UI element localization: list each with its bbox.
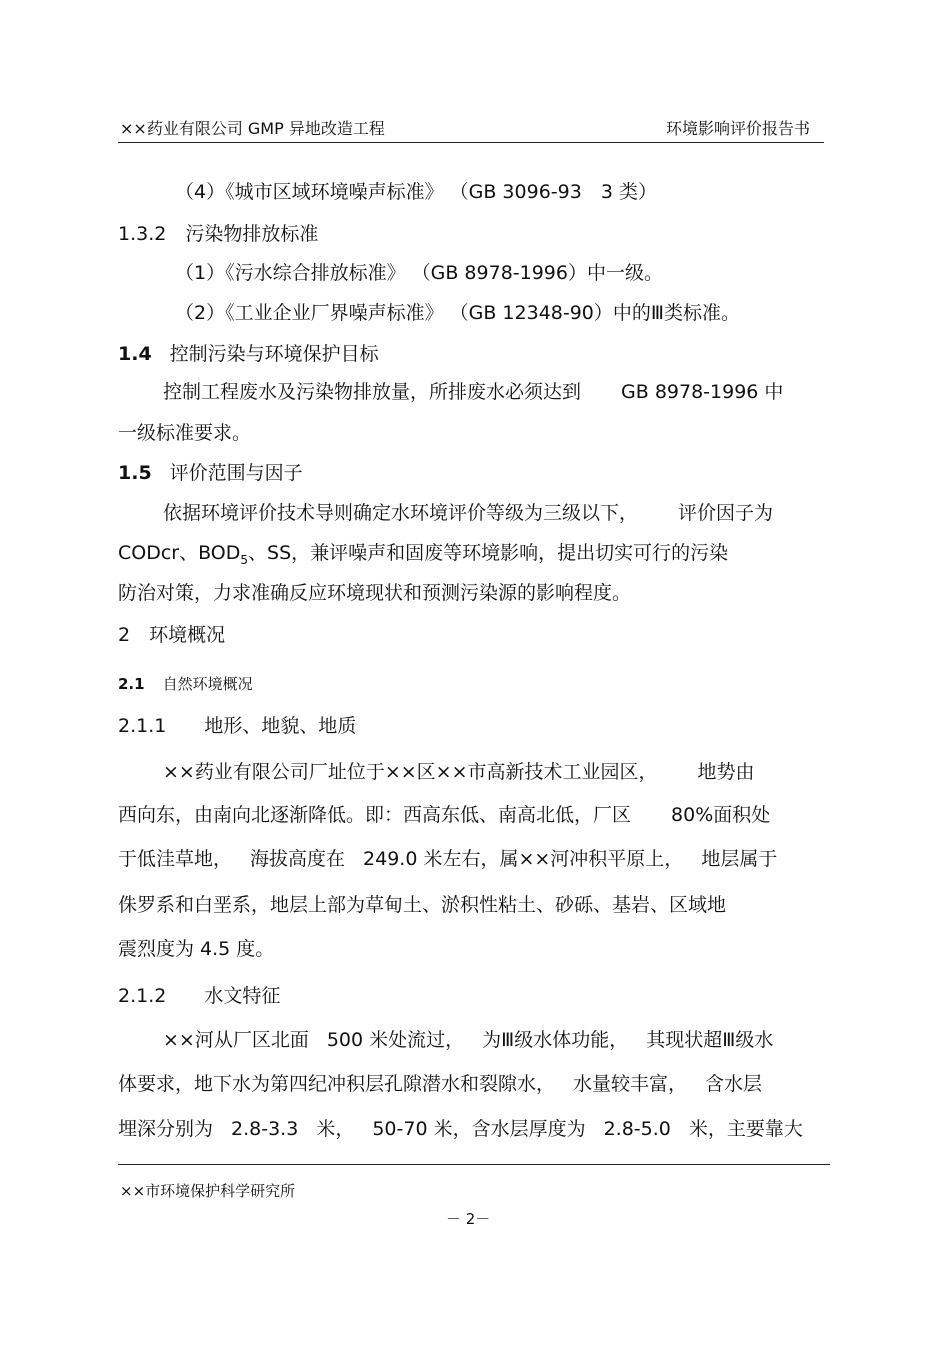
- chapter-2-heading: 2 环境概况: [118, 624, 226, 646]
- header-report-title: 环境影响评价报告书: [665, 119, 810, 138]
- footer-divider: [118, 1164, 830, 1165]
- paragraph-line: ××河从厂区北面 500 米处流过， 为Ⅲ级水体功能， 其现状超Ⅲ级水: [163, 1029, 774, 1051]
- paragraph-line: 体要求，地下水为第四纪冲积层孔隙潜水和裂隙水， 水量较丰富， 含水层: [118, 1073, 763, 1095]
- section-2-1-2-heading: 2.1.2 水文特征: [118, 985, 281, 1007]
- paragraph-line: 埋深分别为 2.8-3.3 米， 50-70 米，含水层厚度为 2.8-5.0 米，主要靠大: [118, 1118, 803, 1140]
- section-title: 评价范围与因子: [169, 462, 303, 484]
- paragraph-line: 震烈度为 4.5 度。: [118, 938, 275, 960]
- section-2-1-heading: [118, 677, 253, 692]
- page-number: － 2－: [446, 1210, 491, 1228]
- header-divider: [118, 142, 824, 143]
- section-title: 自然环境概况: [162, 675, 253, 693]
- standard-item-1: （1）《污水综合排放标准》 （GB 8978-1996）中一级。: [175, 262, 663, 284]
- paragraph-line: 一级标准要求。: [118, 422, 252, 444]
- section-1-3-2-heading: 1.3.2 污染物排放标准: [118, 223, 319, 245]
- footer-institute: ××市环境保护科学研究所: [120, 1182, 296, 1200]
- section-1-5-heading: [118, 464, 303, 483]
- section-number: 1.4: [118, 343, 152, 365]
- header-company-project: ××药业有限公司 GMP 异地改造工程: [120, 119, 385, 138]
- section-number: 1.5: [118, 462, 152, 484]
- section-2-1-1-heading: 2.1.1 地形、地貌、地质: [118, 715, 357, 737]
- paragraph-line: 西向东，由南向北逐渐降低。即：西高东低、南高北低，厂区 80%面积处: [118, 804, 771, 826]
- paragraph-line: 控制工程废水及污染物排放量，所排废水必须达到 GB 8978-1996 中: [163, 381, 784, 403]
- paragraph-line: 防治对策，力求准确反应环境现状和预测污染源的影响程度。: [118, 582, 632, 604]
- section-number: 2.1: [118, 675, 145, 693]
- section-1-4-heading: [118, 345, 379, 364]
- paragraph-line: CODcr、$BOD_5$、SS，兼评噪声和固废等环境影响，提出切实可行的污染: [118, 542, 729, 567]
- paragraph-line: ××药业有限公司厂址位于××区××市高新技术工业园区， 地势由: [163, 761, 755, 783]
- standard-item-2: （2）《工业企业厂界噪声标准》 （GB 12348-90）中的Ⅲ类标准。: [175, 302, 741, 324]
- paragraph-line: 依据环境评价技术导则确定水环境评价等级为三级以下， 评价因子为: [163, 502, 774, 524]
- paragraph-line: 侏罗系和白垩系，地层上部为草甸土、淤积性粘土、砂砾、基岩、区域地: [118, 894, 727, 916]
- standard-item-4: （4）《城市区域环境噪声标准》 （GB 3096-93 3 类）: [175, 181, 657, 203]
- paragraph-line: 于低洼草地， 海拔高度在 249.0 米左右，属××河冲积平原上， 地层属于: [118, 848, 778, 870]
- section-title: 控制污染与环境保护目标: [169, 343, 379, 365]
